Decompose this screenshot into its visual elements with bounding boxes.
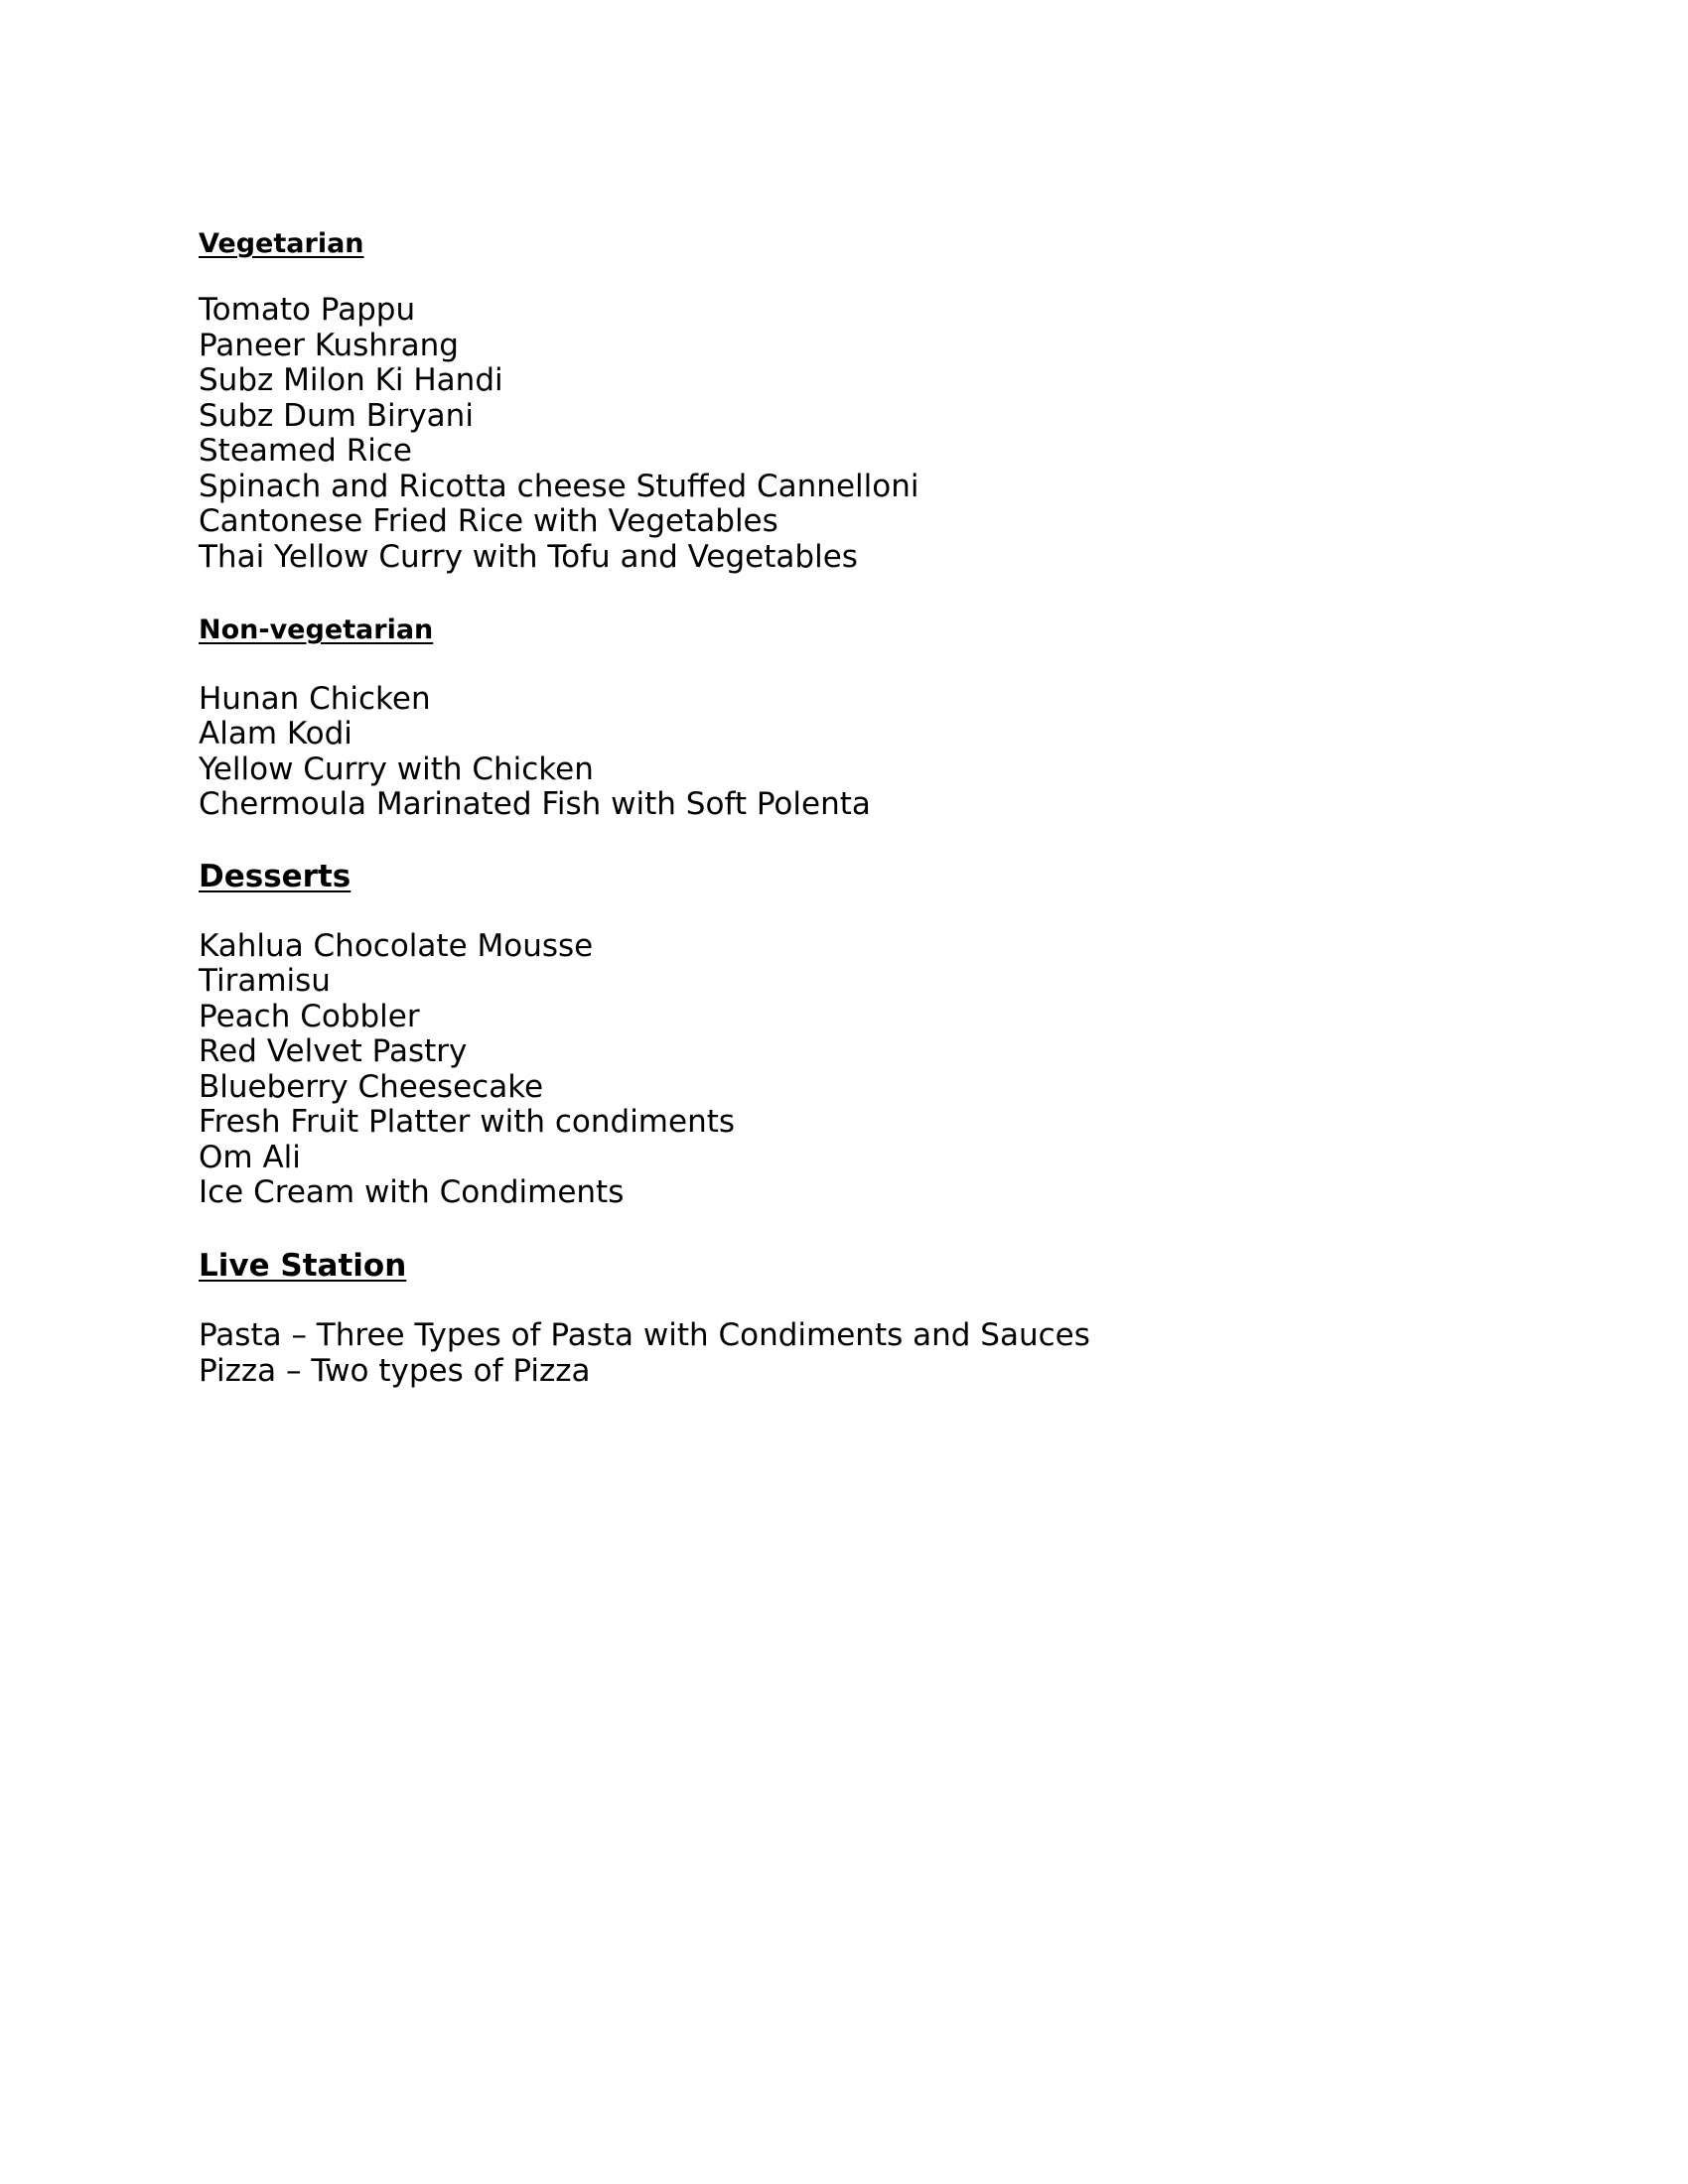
item-list-non-vegetarian bbox=[199, 682, 1489, 823]
section-heading-desserts: Desserts bbox=[199, 858, 352, 894]
menu-item: Om Ali bbox=[199, 1139, 301, 1175]
section-heading-live-station: Live Station bbox=[199, 1247, 407, 1284]
menu-item: Tiramisu bbox=[199, 963, 331, 1000]
menu-item: Chermoula Marinated Fish with Soft Polenta bbox=[199, 786, 871, 823]
item-list-vegetarian bbox=[199, 293, 1489, 575]
menu-item: Subz Dum Biryani bbox=[199, 397, 474, 434]
menu-item: Steamed Rice bbox=[199, 433, 412, 470]
menu-item: Pizza – Two types of Pizza bbox=[199, 1352, 591, 1389]
menu-item: Blueberry Cheesecake bbox=[199, 1068, 544, 1105]
menu-item: Spinach and Ricotta cheese Stuffed Cannelloni bbox=[199, 468, 919, 504]
section-vegetarian bbox=[199, 228, 1489, 575]
menu-item: Subz Milon Ki Handi bbox=[199, 362, 503, 399]
menu-item: Yellow Curry with Chicken bbox=[199, 751, 594, 787]
menu-item: Thai Yellow Curry with Tofu and Vegetables bbox=[199, 538, 858, 575]
menu-item: Hunan Chicken bbox=[199, 680, 431, 717]
item-list-desserts bbox=[199, 929, 1489, 1211]
menu-item: Cantonese Fried Rice with Vegetables bbox=[199, 503, 778, 540]
menu-item: Peach Cobbler bbox=[199, 998, 420, 1034]
section-desserts bbox=[199, 859, 1489, 1211]
menu-item: Red Velvet Pastry bbox=[199, 1033, 468, 1070]
menu-document bbox=[199, 228, 1489, 1389]
section-live-station bbox=[199, 1248, 1489, 1389]
section-heading-vegetarian: Vegetarian bbox=[199, 228, 364, 259]
menu-item: Kahlua Chocolate Mousse bbox=[199, 927, 594, 964]
menu-item: Fresh Fruit Platter with condiments bbox=[199, 1104, 736, 1141]
menu-item: Ice Cream with Condiments bbox=[199, 1174, 625, 1211]
menu-item: Paneer Kushrang bbox=[199, 327, 459, 363]
section-heading-non-vegetarian: Non-vegetarian bbox=[199, 614, 434, 646]
menu-item: Alam Kodi bbox=[199, 716, 352, 752]
item-list-live-station bbox=[199, 1318, 1489, 1389]
menu-item: Pasta – Three Types of Pasta with Condiments and Sauces bbox=[199, 1317, 1090, 1354]
section-non-vegetarian bbox=[199, 614, 1489, 822]
menu-item: Tomato Pappu bbox=[199, 292, 416, 329]
